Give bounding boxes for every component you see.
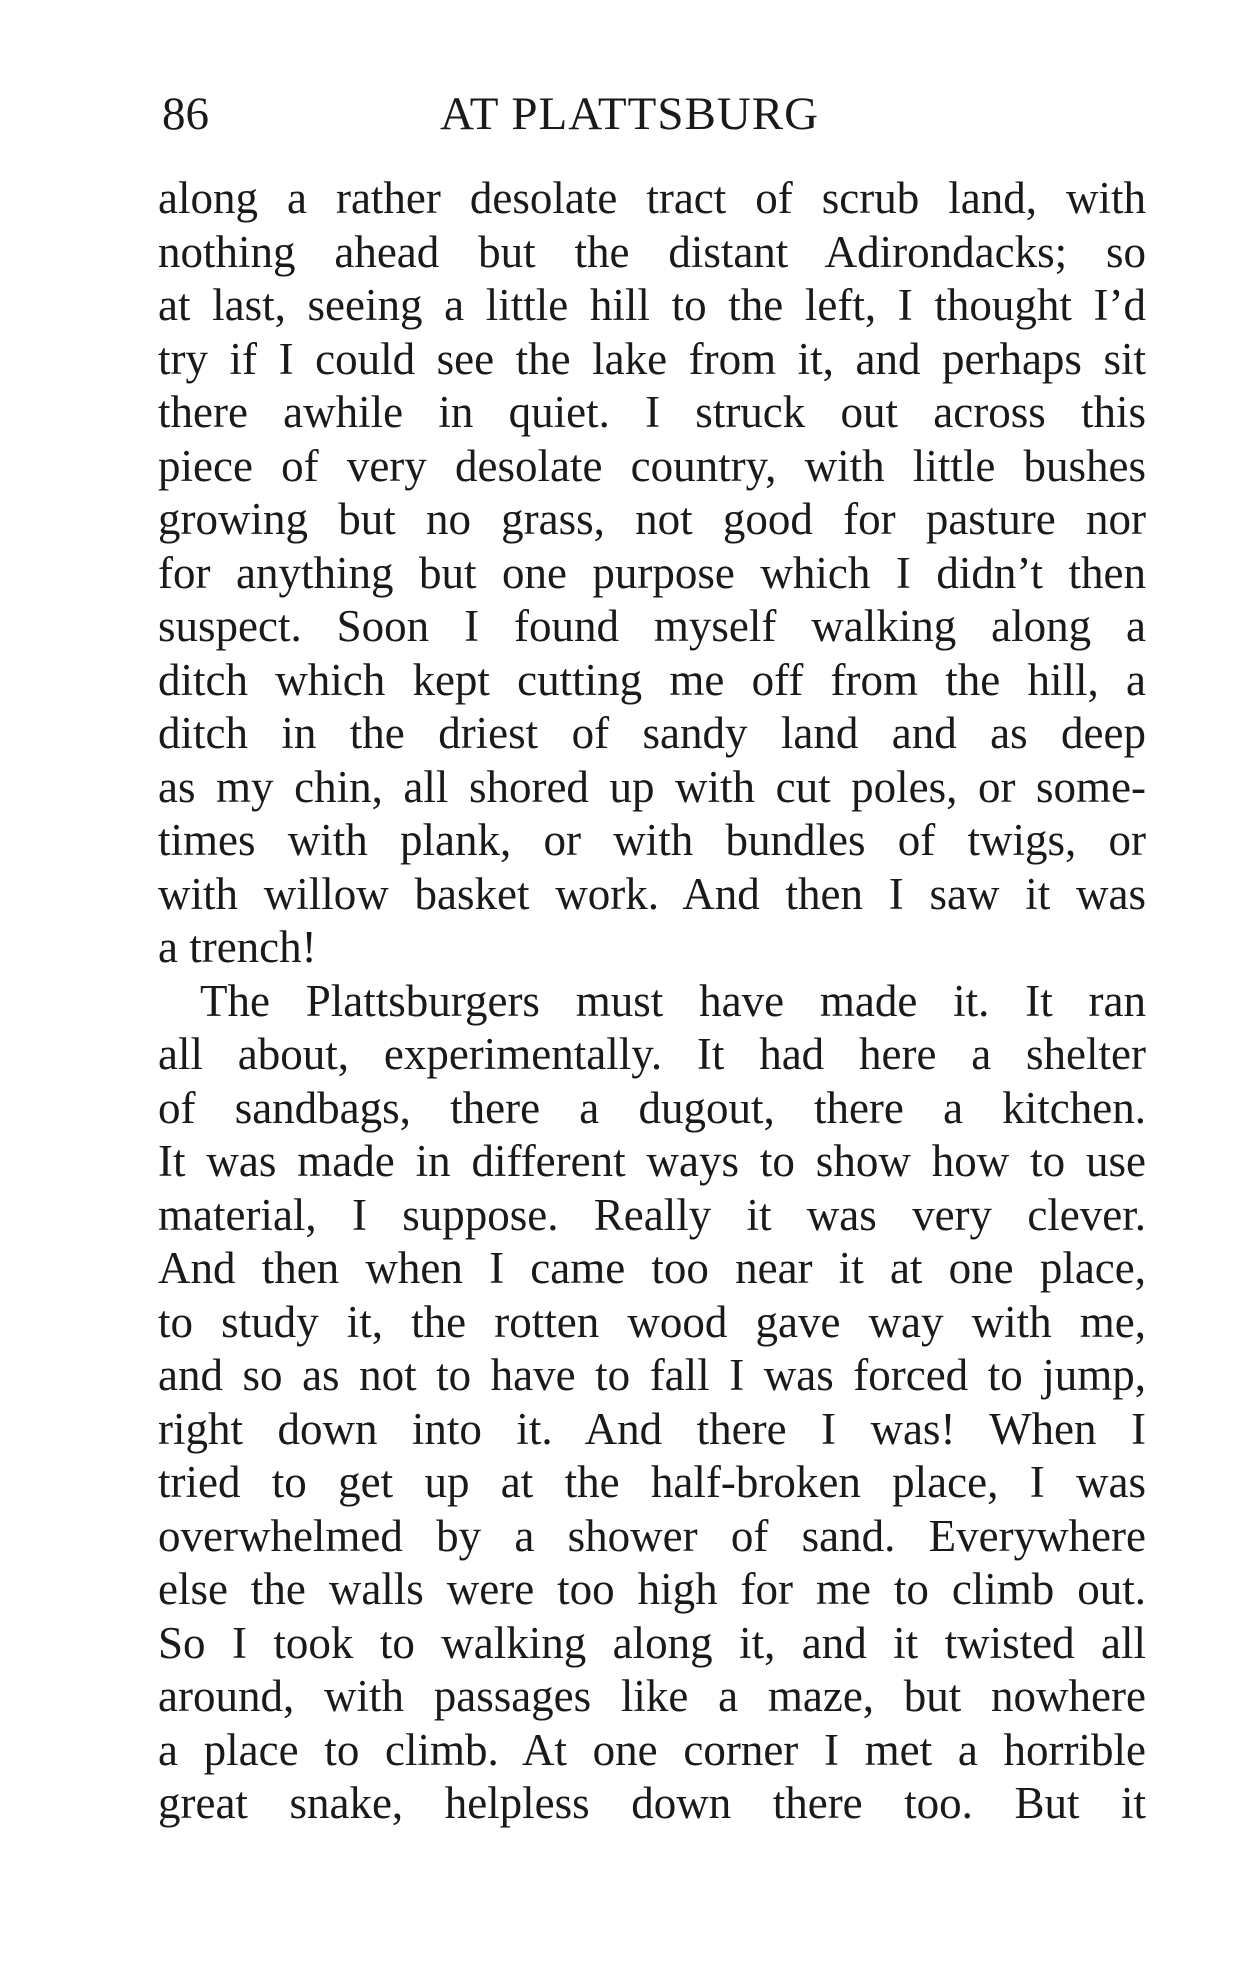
text-line: piece of very desolate country, with little bushes xyxy=(158,440,1146,491)
text-line: else the walls were too high for me to climb out. xyxy=(158,1564,1146,1614)
running-title: AT PLATTSBURG xyxy=(440,88,820,140)
text-line: try if I could see the lake from it, and perhaps sit xyxy=(158,333,1146,384)
text-line: there awhile in quiet. I struck out across this xyxy=(158,387,1146,437)
text-line: suspect. Soon I found myself walking along a xyxy=(158,601,1146,651)
text-line: And then when I came too near it at one place, xyxy=(158,1243,1146,1293)
text-line: great snake, helpless down there too. But it xyxy=(158,1778,1146,1828)
text-line: to study it, the rotten wood gave way with me, xyxy=(158,1296,1146,1347)
text-line: It was made in different ways to show how to use xyxy=(158,1136,1146,1186)
text-line: material, I suppose. Really it was very clever. xyxy=(158,1189,1146,1240)
paragraph-end-line: a trench! xyxy=(158,922,317,972)
text-line: tried to get up at the half-broken place, I was xyxy=(158,1457,1146,1507)
text-line: for anything but one purpose which I didn’t then xyxy=(158,547,1146,598)
text-line: right down into it. And there I was! When I xyxy=(158,1403,1146,1454)
text-line: at last, seeing a little hill to the left, I thought I’d xyxy=(158,280,1146,330)
text-line: of sandbags, there a dugout, there a kitchen. xyxy=(158,1082,1146,1133)
text-line: and so as not to have to fall I was forced to jump, xyxy=(158,1350,1146,1400)
text-line: along a rather desolate tract of scrub land, with xyxy=(158,173,1146,223)
text-line: around, with passages like a maze, but nowhere xyxy=(158,1671,1146,1721)
paragraph-start-line: The Plattsburgers must have made it. It ran xyxy=(200,975,1146,1026)
text-line: ditch which kept cutting me off from the hill, a xyxy=(158,654,1146,705)
text-line: ditch in the driest of sandy land and as deep xyxy=(158,708,1146,758)
text-line: all about, experimentally. It had here a shelter xyxy=(158,1029,1146,1079)
text-line: nothing ahead but the distant Adirondacks; so xyxy=(158,226,1146,277)
body-text xyxy=(158,172,1146,1831)
text-line: overwhelmed by a shower of sand. Everywhere xyxy=(158,1510,1146,1561)
text-line: as my chin, all shored up with cut poles, or some- xyxy=(158,761,1146,812)
text-line: times with plank, or with bundles of twigs, or xyxy=(158,815,1146,865)
text-line: a place to climb. At one corner I met a horrible xyxy=(158,1724,1146,1775)
page-number: 86 xyxy=(162,88,209,140)
page-header xyxy=(162,84,1162,144)
text-line: with willow basket work. And then I saw it was xyxy=(158,868,1146,919)
text-line: growing but no grass, not good for pasture nor xyxy=(158,494,1146,544)
text-line: So I took to walking along it, and it twisted all xyxy=(158,1617,1146,1668)
